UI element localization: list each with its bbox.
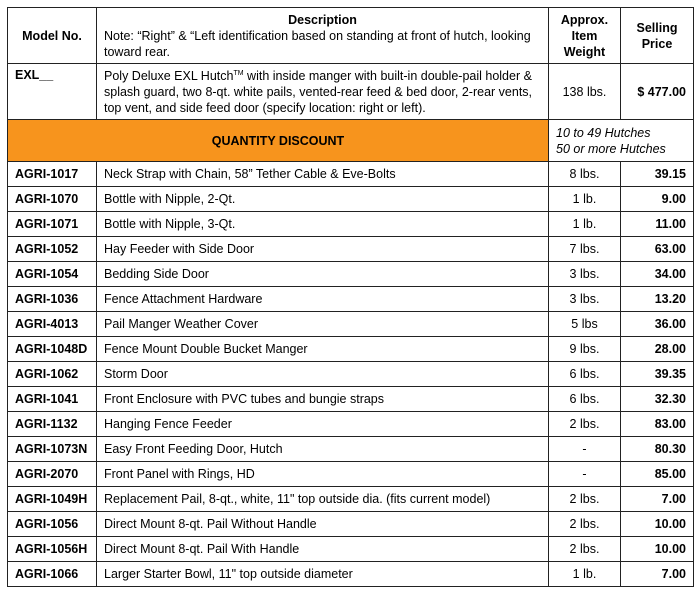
table-row xyxy=(8,437,694,462)
item-description: Storm Door xyxy=(97,362,549,387)
main-item-desc-part1: Poly Deluxe EXL Hutch xyxy=(104,68,234,83)
item-model: AGRI-1056 xyxy=(8,512,97,537)
table-row xyxy=(8,562,694,587)
item-model: AGRI-1071 xyxy=(8,212,97,237)
table-row xyxy=(8,387,694,412)
item-description: Front Panel with Rings, HD xyxy=(97,462,549,487)
item-description: Hay Feeder with Side Door xyxy=(97,237,549,262)
table-row xyxy=(8,337,694,362)
item-price: 39.15 xyxy=(621,162,694,187)
item-price: 7.00 xyxy=(621,562,694,587)
item-weight: 1 lb. xyxy=(549,212,621,237)
item-weight: 1 lb. xyxy=(549,562,621,587)
item-price: 85.00 xyxy=(621,462,694,487)
item-description: Fence Attachment Hardware xyxy=(97,287,549,312)
item-price: 83.00 xyxy=(621,412,694,437)
item-price: 10.00 xyxy=(621,512,694,537)
table-row xyxy=(8,487,694,512)
table-row xyxy=(8,162,694,187)
item-weight: 5 lbs xyxy=(549,312,621,337)
table-row xyxy=(8,212,694,237)
table-row xyxy=(8,187,694,212)
item-model: AGRI-1066 xyxy=(8,562,97,587)
item-model: AGRI-1054 xyxy=(8,262,97,287)
header-model: Model No. xyxy=(8,8,97,64)
item-description: Direct Mount 8-qt. Pail Without Handle xyxy=(97,512,549,537)
item-weight: - xyxy=(549,437,621,462)
header-description-title: Description xyxy=(288,12,357,27)
table-row xyxy=(8,287,694,312)
item-model: AGRI-1056H xyxy=(8,537,97,562)
item-model: AGRI-1048D xyxy=(8,337,97,362)
price-table xyxy=(7,7,694,587)
item-description: Bottle with Nipple, 2-Qt. xyxy=(97,187,549,212)
item-weight: 3 lbs. xyxy=(549,287,621,312)
quantity-discount-tiers xyxy=(549,120,694,162)
item-weight: 9 lbs. xyxy=(549,337,621,362)
item-weight: 8 lbs. xyxy=(549,162,621,187)
discount-tier-1: 10 to 49 Hutches xyxy=(556,125,651,140)
table-row xyxy=(8,462,694,487)
discount-tier-2: 50 or more Hutches xyxy=(556,141,666,156)
item-description: Bottle with Nipple, 3-Qt. xyxy=(97,212,549,237)
item-description: Bedding Side Door xyxy=(97,262,549,287)
table-row xyxy=(8,537,694,562)
main-item-row xyxy=(8,64,694,120)
item-description: Fence Mount Double Bucket Manger xyxy=(97,337,549,362)
main-item-model: EXL__ xyxy=(8,64,97,120)
item-model: AGRI-1062 xyxy=(8,362,97,387)
item-description: Larger Starter Bowl, 11" top outside diameter xyxy=(97,562,549,587)
item-model: AGRI-1132 xyxy=(8,412,97,437)
item-model: AGRI-1041 xyxy=(8,387,97,412)
item-weight: 2 lbs. xyxy=(549,512,621,537)
table-row xyxy=(8,262,694,287)
item-price: 13.20 xyxy=(621,287,694,312)
item-description: Neck Strap with Chain, 58” Tether Cable & Eve-Bolts xyxy=(97,162,549,187)
main-item-desc-part2: with inside manger with built-in double-pail holder & splash guard, two 8-qt. white pails, vented-rear feed & bed door, 2-rear vents, top vent, and side feed door (specify location: right or left). xyxy=(104,68,533,115)
header-row xyxy=(8,8,694,64)
header-note: Note: “Right” & “Left identification based on standing at front of hutch, looking toward rear. xyxy=(104,28,531,59)
item-model: AGRI-1049H xyxy=(8,487,97,512)
item-price: 28.00 xyxy=(621,337,694,362)
item-price: 9.00 xyxy=(621,187,694,212)
quantity-discount-label: QUANTITY DISCOUNT xyxy=(8,120,549,162)
table-row xyxy=(8,512,694,537)
item-description: Front Enclosure with PVC tubes and bungie straps xyxy=(97,387,549,412)
item-price: 10.00 xyxy=(621,537,694,562)
item-price: 32.30 xyxy=(621,387,694,412)
item-description: Pail Manger Weather Cover xyxy=(97,312,549,337)
item-price: 11.00 xyxy=(621,212,694,237)
table-row xyxy=(8,362,694,387)
item-weight: 2 lbs. xyxy=(549,487,621,512)
item-price: 36.00 xyxy=(621,312,694,337)
item-model: AGRI-1073N xyxy=(8,437,97,462)
item-weight: 2 lbs. xyxy=(549,537,621,562)
item-model: AGRI-1017 xyxy=(8,162,97,187)
price-list xyxy=(7,7,694,587)
item-weight: 2 lbs. xyxy=(549,412,621,437)
header-price: Selling Price xyxy=(621,8,694,64)
item-price: 7.00 xyxy=(621,487,694,512)
item-weight: 6 lbs. xyxy=(549,362,621,387)
item-description: Easy Front Feeding Door, Hutch xyxy=(97,437,549,462)
item-price: 63.00 xyxy=(621,237,694,262)
item-model: AGRI-1036 xyxy=(8,287,97,312)
main-item-description xyxy=(97,64,549,120)
header-weight: Approx. Item Weight xyxy=(549,8,621,64)
item-description: Direct Mount 8-qt. Pail With Handle xyxy=(97,537,549,562)
item-model: AGRI-1070 xyxy=(8,187,97,212)
item-price: 80.30 xyxy=(621,437,694,462)
item-weight: 6 lbs. xyxy=(549,387,621,412)
main-item-price: $ 477.00 xyxy=(621,64,694,120)
item-weight: - xyxy=(549,462,621,487)
quantity-discount-row xyxy=(8,120,694,162)
table-row xyxy=(8,412,694,437)
item-price: 39.35 xyxy=(621,362,694,387)
item-model: AGRI-2070 xyxy=(8,462,97,487)
item-model: AGRI-4013 xyxy=(8,312,97,337)
item-price: 34.00 xyxy=(621,262,694,287)
main-item-weight: 138 lbs. xyxy=(549,64,621,120)
header-description xyxy=(97,8,549,64)
table-row xyxy=(8,237,694,262)
item-weight: 3 lbs. xyxy=(549,262,621,287)
item-model: AGRI-1052 xyxy=(8,237,97,262)
table-row xyxy=(8,312,694,337)
item-description: Replacement Pail, 8-qt., white, 11" top outside dia. (fits current model) xyxy=(97,487,549,512)
item-weight: 1 lb. xyxy=(549,187,621,212)
item-description: Hanging Fence Feeder xyxy=(97,412,549,437)
trademark-mark: TM xyxy=(233,69,244,77)
item-weight: 7 lbs. xyxy=(549,237,621,262)
